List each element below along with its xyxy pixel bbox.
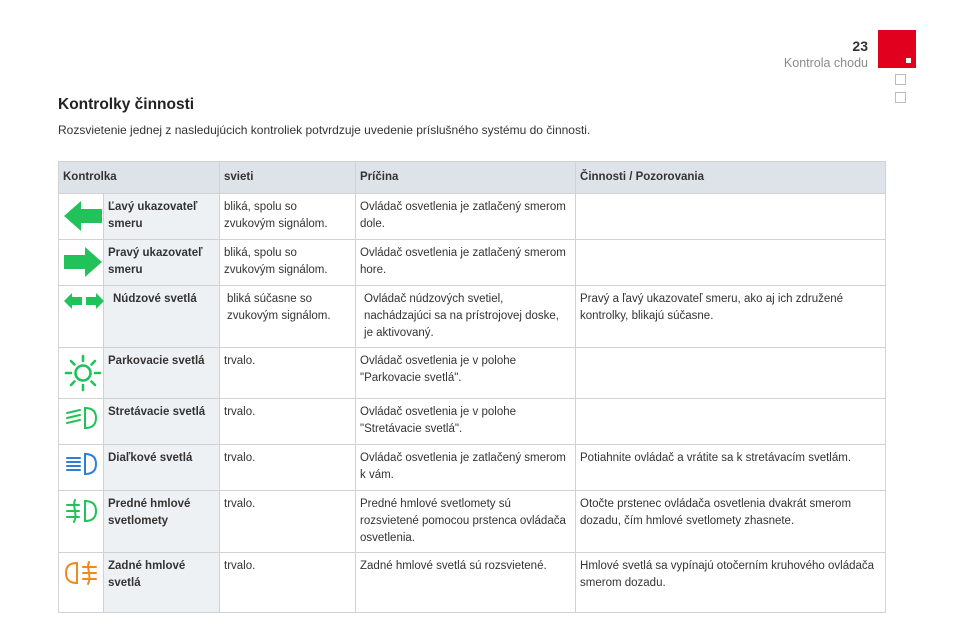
dipped-beam-icon — [63, 404, 99, 432]
front-fog-icon — [63, 496, 99, 526]
table-row — [59, 553, 886, 613]
indicator-state: trvalo. — [220, 445, 356, 491]
indicator-state: bliká, spolu so zvukovým signálom. — [220, 240, 356, 286]
chapter-square-1 — [895, 74, 906, 85]
indicator-action — [576, 240, 886, 286]
table-row — [59, 286, 886, 348]
chapter-tab — [878, 30, 916, 68]
indicator-name: Parkovacie svetlá — [104, 348, 220, 399]
section-title: Kontrola chodu — [783, 56, 868, 70]
indicator-action: Hmlové svetlá sa vypínajú otočerním kruhového ovládača smerom dozadu. — [576, 553, 886, 613]
main-beam-icon — [63, 450, 99, 478]
page-title: Kontrolky činnosti — [58, 96, 195, 113]
table-row — [59, 240, 886, 286]
indicator-state: trvalo. — [220, 491, 356, 553]
indicator-name: Stretávacie svetlá — [104, 399, 220, 445]
indicator-cause: Ovládač osvetlenia je zatlačený smerom dole. — [356, 194, 576, 240]
indicator-name: Diaľkové svetlá — [104, 445, 220, 491]
indicator-cause: Ovládač osvetlenia je v polohe "Stretávacie svetlá". — [356, 399, 576, 445]
indicator-state: trvalo. — [220, 348, 356, 399]
page-number: 23 — [852, 38, 868, 54]
intro-text: Rozsvietenie jednej z nasledujúcich kontroliek potvrdzuje uvedenie príslušného systému do činnosti. — [58, 123, 591, 137]
right-arrow-icon — [63, 245, 103, 279]
col-header-cause: Príčina — [356, 162, 576, 194]
col-header-indicator: Kontrolka — [59, 162, 220, 194]
indicator-action: Otočte prstenec ovládača osvetlenia dvakrát smerom dozadu, čím hmlové svetlomety zhasnete. — [576, 491, 886, 553]
indicator-cause: Ovládač osvetlenia je zatlačený smerom hore. — [356, 240, 576, 286]
table-row — [59, 399, 886, 445]
col-header-state: svieti — [220, 162, 356, 194]
rear-fog-icon — [63, 558, 99, 588]
indicator-action: Potiahnite ovládač a vrátite sa k stretávacím svetlám. — [576, 445, 886, 491]
col-header-action: Činnosti / Pozorovania — [576, 162, 886, 194]
indicator-cause: Ovládač osvetlenia je zatlačený smerom k vám. — [356, 445, 576, 491]
table-row — [59, 491, 886, 553]
indicator-name: Pravý ukazovateľ smeru — [104, 240, 220, 286]
indicator-name: Ľavý ukazovateľ smeru — [104, 194, 220, 240]
indicator-state: trvalo. — [220, 553, 356, 613]
indicator-cause: Zadné hmlové svetlá sú rozsvietené. — [356, 553, 576, 613]
table-row — [59, 194, 886, 240]
indicator-action — [576, 194, 886, 240]
indicator-cause: Ovládač osvetlenia je v polohe "Parkovacie svetlá". — [356, 348, 576, 399]
indicator-name: Núdzové svetlá — [104, 286, 220, 348]
indicator-name: Predné hmlové svetlomety — [104, 491, 220, 553]
warning-lights-table — [58, 161, 886, 613]
indicator-cause: Predné hmlové svetlomety sú rozsvietené pomocou prstenca ovládača osvetlenia. — [356, 491, 576, 553]
table-row — [59, 348, 886, 399]
chapter-square-2 — [895, 92, 906, 103]
indicator-state: bliká súčasne so zvukovým signálom. — [220, 286, 356, 348]
indicator-action: Pravý a ľavý ukazovateľ smeru, ako aj ich združené kontrolky, blikajú súčasne. — [576, 286, 886, 348]
left-arrow-icon — [63, 199, 103, 233]
indicator-state: bliká, spolu so zvukovým signálom. — [220, 194, 356, 240]
indicator-state: trvalo. — [220, 399, 356, 445]
indicator-action — [576, 399, 886, 445]
indicator-action — [576, 348, 886, 399]
indicator-cause: Ovládač núdzových svetiel, nachádzajúci sa na prístrojovej doske, je aktivovaný. — [356, 286, 576, 348]
table-header-row — [59, 162, 886, 194]
indicator-name: Zadné hmlové svetlá — [104, 553, 220, 613]
table-row — [59, 445, 886, 491]
parking-light-icon — [63, 353, 103, 393]
hazard-arrows-icon — [63, 291, 105, 311]
page-header — [738, 30, 938, 90]
